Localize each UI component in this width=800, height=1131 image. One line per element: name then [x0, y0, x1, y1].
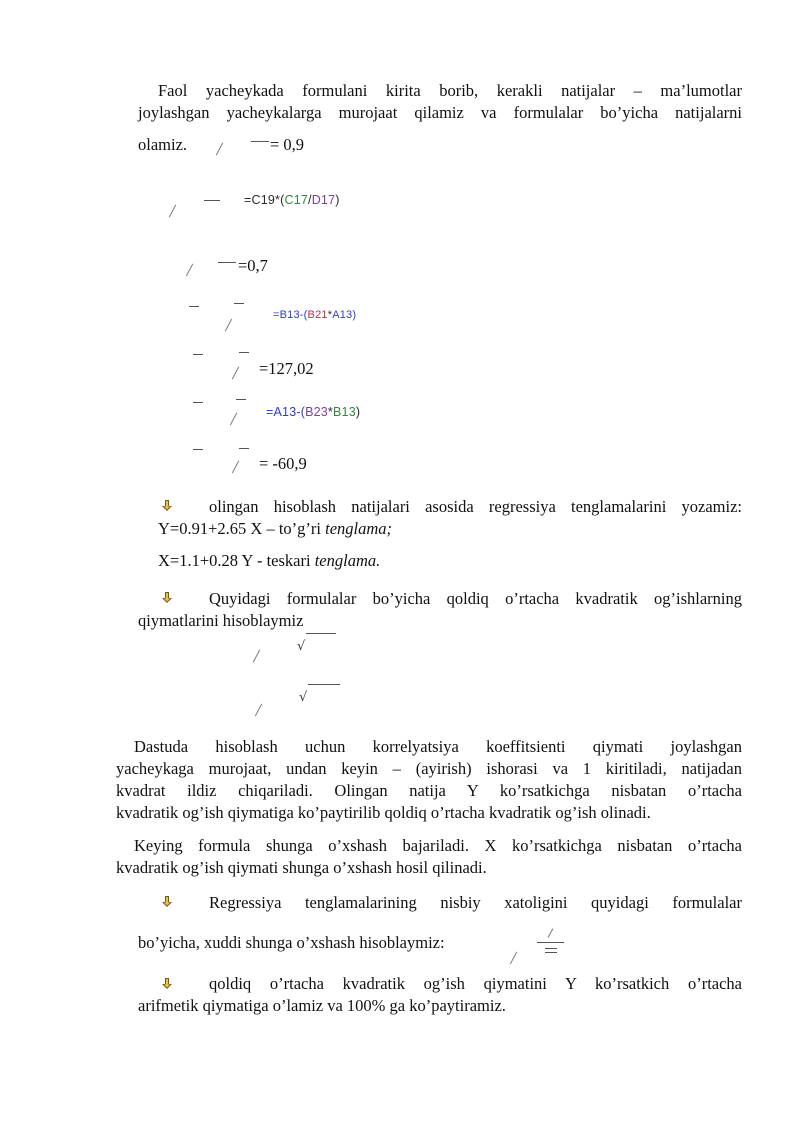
para-1-line-4: kvadratik og’ish qiymatiga ko’paytirilib qoldiq o’rtacha kvadratik og’ish olinadi.	[116, 803, 651, 822]
equation-text: X=1.1+0.28 Y - teskari	[158, 551, 315, 570]
arrow-down-bullet-icon	[161, 896, 173, 908]
formula-text: =C19*(	[244, 193, 285, 207]
fraction-slash	[232, 367, 239, 380]
excel-formula-2	[273, 309, 356, 321]
para-2-line-1: Keying formula shunga o’xshash bajariladi. X ko’rsatkichga nisbatan o’rtacha	[134, 836, 742, 855]
equation-text: Y=0.91+2.65 X – to’g’ri	[158, 519, 326, 538]
result-2: =0,7	[238, 256, 268, 275]
regression-equation-1	[158, 518, 392, 540]
formula-text: =A13-(	[266, 405, 306, 419]
fraction-bar	[193, 402, 203, 403]
fraction-slash	[216, 143, 223, 156]
fraction-slash	[230, 413, 237, 426]
regression-equation-2	[158, 550, 380, 572]
arrow-down-bullet-icon	[161, 978, 173, 990]
formula-text: =B13-(	[273, 309, 308, 321]
cell-ref: A13	[332, 309, 353, 321]
fraction-slash	[169, 205, 176, 218]
excel-formula-3	[266, 405, 360, 419]
fraction-slash	[255, 704, 262, 717]
sqrt-bar	[308, 684, 340, 685]
cell-ref: C17	[284, 193, 308, 207]
bullet-2-line-2: qiymatlarini hisoblaymiz	[138, 611, 304, 630]
fraction-slash	[548, 928, 554, 937]
result-4: = -60,9	[259, 454, 307, 473]
excel-formula-1	[244, 193, 340, 207]
fraction-bar	[218, 262, 236, 263]
fraction-bar	[545, 948, 557, 949]
fraction-bar	[204, 200, 220, 201]
fraction-bar	[234, 303, 244, 304]
fraction-bar	[545, 952, 557, 953]
sqrt-bar	[306, 633, 336, 634]
cell-ref: B23	[305, 405, 328, 419]
formula-operator: /	[308, 193, 312, 207]
fraction-slash	[232, 461, 239, 474]
fraction-bar	[239, 352, 249, 353]
result-1: = 0,9	[270, 135, 305, 154]
result-3: =127,02	[259, 359, 314, 378]
para-1-line-2: yacheykaga murojaat, undan keyin – (ayirish) ishorasi va 1 kiritiladi, natijadan	[116, 759, 742, 778]
bullet-2-line-1: Quyidagi formulalar bo’yicha qoldiq o’rtacha kvadratik og’ishlarning	[209, 589, 742, 608]
equation-label: tenglama;	[325, 519, 393, 538]
fraction-bar	[239, 448, 249, 449]
intro-line-3: olamiz.	[138, 135, 188, 154]
para-2-line-2: kvadratik og’ish qiymati shunga o’xshash hosil qilinadi.	[116, 858, 487, 877]
bullet-4-line-1: qoldiq o’rtacha kvadratik og’ish qiymatini Y ko’rsatkich o’rtacha	[209, 974, 742, 993]
formula-text: )	[355, 405, 361, 419]
fraction-bar	[193, 449, 203, 450]
para-1-line-1: Dastuda hisoblash uchun korrelyatsiya koeffitsienti qiymati joylashgan	[134, 737, 742, 756]
fraction-slash	[253, 650, 260, 663]
bullet-3-line-1: Regressiya tenglamalarining nisbiy xatoligini quyidagi formulalar	[209, 893, 742, 912]
sqrt-icon: √	[299, 690, 308, 705]
cell-ref: D17	[311, 193, 336, 207]
fraction-bar	[193, 354, 203, 355]
cell-ref: B21	[307, 309, 328, 321]
bullet-4-line-2: arifmetik qiymatiga o’lamiz va 100% ga ko’paytiramiz.	[138, 996, 506, 1015]
fraction-slash	[186, 264, 193, 277]
bullet-3-line-2: bo’yicha, xuddi shunga o’xshash hisoblaymiz:	[138, 933, 445, 952]
sqrt-icon: √	[297, 639, 306, 654]
bullet-1-text: olingan hisoblash natijalari asosida regressiya tenglamalarini yozamiz:	[209, 497, 742, 516]
fraction-bar	[189, 306, 199, 307]
formula-operator: *	[327, 309, 333, 321]
arrow-down-bullet-icon	[161, 500, 173, 512]
para-1-line-3: kvadrat ildiz chiqariladi. Olingan natija Y ko’rsatkichga nisbatan o’rtacha	[116, 781, 742, 800]
formula-text: )	[352, 309, 357, 321]
formula-text: )	[335, 193, 340, 207]
arrow-down-bullet-icon	[161, 592, 173, 604]
intro-line-2: joylashgan yacheykalarga murojaat qilamiz va formulalar bo’yicha natijalarni	[138, 103, 742, 122]
fraction-slash	[510, 952, 517, 965]
formula-operator: *	[327, 405, 333, 419]
intro-line-1: Faol yacheykada formulani kirita borib, kerakli natijalar – ma’lumotlar	[158, 81, 742, 100]
cell-ref: B13	[333, 405, 356, 419]
fraction-slash	[225, 319, 232, 332]
equation-label: tenglama.	[314, 551, 381, 570]
fraction-bar	[251, 141, 269, 142]
fraction-bar	[537, 942, 564, 943]
fraction-bar	[236, 399, 246, 400]
